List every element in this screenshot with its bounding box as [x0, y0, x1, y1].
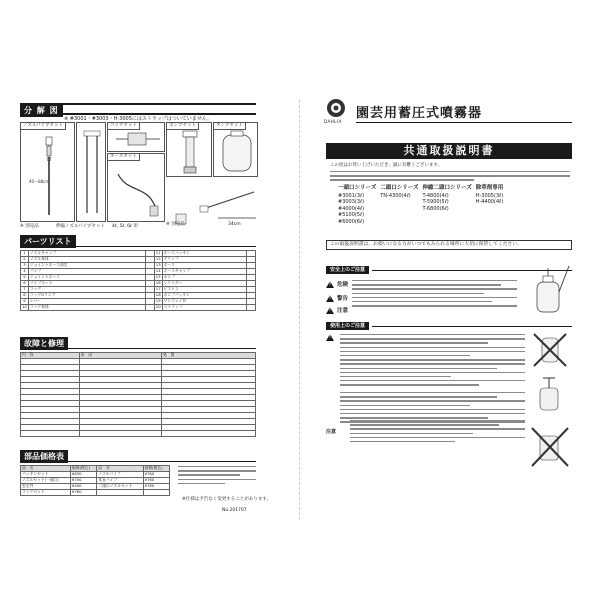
series-name: 伸縮二頭口シリーズ — [422, 185, 472, 191]
price-value: ¥760 — [143, 478, 169, 484]
dahlia-flower-icon — [326, 98, 346, 118]
part-name: ワンウェイ弁 — [162, 299, 247, 305]
warning-label: 警告 — [337, 296, 349, 302]
price-value — [143, 490, 169, 496]
separate-nozzle-area — [166, 180, 258, 240]
price-item — [97, 490, 143, 496]
part-name: グリップ — [162, 257, 247, 263]
caution-row — [326, 306, 348, 314]
trouble-cell — [79, 431, 161, 437]
trouble-table — [20, 352, 256, 437]
strap-note: ※ #3001・#3003・H-3005にはストラップはついていません。 — [64, 116, 213, 122]
nozzle-pipe-drawing — [21, 123, 76, 223]
pump-set-label: ポンプセット — [166, 122, 199, 130]
usage-text-1 — [340, 334, 525, 388]
trouble-row — [21, 431, 256, 437]
part-name: ジョイントホース — [28, 275, 145, 281]
price-item: 二頭口ノズルセット — [97, 484, 143, 490]
part-blank — [247, 305, 256, 311]
nozzle-pipe-set-label: ノズルパイプセット — [20, 122, 66, 130]
separate-nozzle-drawing — [166, 180, 258, 240]
pump-use-illustration — [528, 376, 572, 416]
sprayer-illustration — [525, 262, 572, 320]
series-table — [338, 185, 507, 225]
exploded-view-heading — [20, 103, 256, 115]
document-number: No.201707 — [222, 508, 247, 513]
price-title: 部品価格表 — [20, 450, 68, 463]
hose-set-drawing — [108, 154, 166, 223]
parts-table — [20, 250, 256, 311]
model-name — [476, 219, 508, 226]
part-number: 6 — [21, 281, 29, 287]
danger-label: 危険 — [337, 282, 349, 288]
series-header-row — [338, 185, 507, 193]
part-number: 16 — [155, 280, 161, 286]
dahlia-logo — [326, 98, 346, 118]
brand-name: DAHLIA — [324, 119, 342, 124]
part-name: ポンプパッキン — [162, 293, 247, 299]
exploded-view-title: 分 解 図 — [20, 104, 63, 117]
pump-set-frame — [166, 122, 212, 177]
usage-caution-2 — [326, 418, 336, 437]
main-heading: 共通取扱説明書 — [326, 143, 572, 159]
pump-set-drawing — [167, 123, 213, 178]
part-name: ノズルキャップ — [28, 251, 145, 257]
warning-row — [326, 294, 348, 302]
price-item: パッキンセット — [21, 472, 71, 478]
prohibited-liquid-icon — [528, 422, 572, 472]
trouble-cell — [21, 431, 80, 437]
model-name: H-4400(4ℓ) — [475, 199, 504, 205]
title-underline — [356, 122, 572, 123]
price-item: 安全弁 — [21, 484, 71, 490]
part-number: 8 — [21, 293, 29, 299]
model-name: T-5900(5ℓ) — [422, 199, 449, 205]
model-name: #5100(5ℓ) — [338, 212, 365, 218]
part-name: シリンダー — [162, 281, 247, 287]
page-fold-line — [299, 100, 300, 520]
hose-set-frame — [107, 153, 165, 222]
price-value: ¥450 — [70, 484, 96, 490]
price-header-cost-2: 価格(税込) — [143, 466, 169, 472]
part-number: 17 — [155, 286, 161, 292]
sold-separately-note-1: ※ 別売品 — [20, 224, 39, 229]
trouble-header-cause: 原 因 — [79, 353, 161, 359]
price-row — [21, 490, 170, 496]
extension-nozzle-label: 伸縮ノズルパイプセット — [56, 224, 105, 229]
usage-caution-icon — [326, 334, 334, 341]
part-number: 5 — [21, 275, 29, 281]
usage-caution-2-label: 注意 — [326, 429, 337, 435]
nozzle-pipe-set-frame — [20, 122, 75, 222]
price-header-item-1: 品 名 — [21, 466, 71, 472]
trouble-header-action: 処 置 — [162, 353, 256, 359]
series-name: 二頭口シリーズ — [380, 185, 419, 191]
model-name: H-3005(3ℓ) — [475, 192, 504, 199]
part-number: 4 — [21, 269, 29, 275]
spec-change-note: ※仕様は予告なく変更することがあります。 — [182, 497, 271, 502]
extension-nozzle-drawing — [77, 123, 107, 223]
part-name: ホースキャップ — [162, 269, 247, 275]
part-name: コック本体 — [28, 305, 145, 311]
part-name: パイプホース — [28, 281, 145, 287]
usage-heading-line — [372, 326, 572, 327]
danger-warning-icon — [326, 281, 334, 288]
part-number: 1 — [21, 251, 29, 257]
model-name: T-6800(6ℓ) — [422, 205, 449, 212]
price-item: ノズルパイプ — [97, 472, 143, 478]
part-blank — [146, 305, 155, 311]
price-item: ノズルセット(一頭口) — [21, 478, 71, 484]
prohibited-heat-icon — [528, 330, 572, 370]
pump-handle-icon — [528, 376, 572, 416]
extension-sizes: 4ℓ, 5ℓ, 6ℓ 用 — [112, 224, 138, 229]
part-number: 2 — [21, 257, 29, 263]
price-header-item-2: 品 名 — [97, 466, 143, 472]
part-name: ポンプ — [162, 275, 247, 281]
price-value: ¥630 — [70, 472, 96, 478]
price-side-notes — [178, 466, 256, 487]
usage-text-3 — [350, 420, 525, 445]
series-name: 除草剤専用 — [475, 185, 504, 191]
price-item: コックセット — [21, 490, 71, 496]
cock-set-frame — [107, 122, 165, 152]
price-table — [20, 465, 170, 496]
model-name: T-4800(4ℓ) — [422, 192, 449, 199]
part-number: 19 — [155, 298, 161, 304]
no-kerosene-illustration — [528, 422, 572, 472]
danger-row — [326, 280, 348, 288]
trouble-header-content: 内 容 — [21, 353, 80, 359]
model-name: #3003(3ℓ) — [338, 199, 365, 205]
model-name — [380, 219, 422, 226]
part-number: 3 — [21, 263, 29, 269]
price-value: ¥760 — [70, 490, 96, 496]
intro-line: この度はお買い上げいただき、誠に有難うございます。 — [330, 163, 442, 168]
parts-row — [21, 305, 256, 311]
part-number: 15 — [155, 274, 161, 280]
usage-heading: 使用上のご注意 — [326, 322, 369, 330]
part-name: パイプ — [28, 269, 145, 275]
keep-manual-notice: この取扱説明書は、お使いになる方がいつでもみられる場所に大切に保管してください。 — [326, 240, 572, 250]
parts-list-heading — [20, 235, 256, 247]
part-name: コック — [28, 287, 145, 293]
part-number: 7 — [21, 287, 29, 293]
series-name: 一頭口シリーズ — [338, 185, 377, 191]
model-name: #6000(6ℓ) — [338, 218, 365, 225]
caution-label: 注意 — [337, 308, 349, 314]
model-name: #4000(4ℓ) — [338, 205, 365, 212]
intro-paragraph — [330, 171, 570, 184]
part-name: ジョイントホース固定 — [28, 263, 145, 269]
model-name: TN-4300(4ℓ) — [380, 192, 411, 199]
part-name: ストラップ — [162, 305, 247, 311]
hose-set-label: ホースセット — [107, 153, 140, 161]
safety-text — [352, 280, 517, 309]
part-name: ホース — [162, 263, 247, 269]
caution-icon — [326, 307, 334, 314]
usage-caution-row — [326, 334, 334, 341]
price-value: ¥760 — [143, 484, 169, 490]
svg-text:40〜88cm: 40〜88cm — [29, 179, 50, 184]
price-value: ¥760 — [143, 472, 169, 478]
part-name: ピストン — [162, 287, 247, 293]
price-header-cost-1: 価格(税込) — [70, 466, 96, 472]
part-number: 12 — [155, 256, 161, 262]
cock-set-drawing — [108, 123, 166, 153]
price-value: ¥700 — [70, 478, 96, 484]
tank-set-label: タンクセット — [213, 122, 246, 130]
warning-icon — [326, 295, 334, 302]
price-heading — [20, 450, 256, 462]
part-name: ノズル本体 — [28, 257, 145, 263]
document-title: 園芸用蓄圧式噴霧器 — [356, 106, 483, 121]
safety-heading: 安全上のご注意 — [326, 266, 369, 274]
series-model-row — [338, 199, 507, 206]
part-name: レバー — [28, 299, 145, 305]
extension-nozzle-frame — [76, 122, 106, 222]
size-label-34: 34cm — [228, 222, 241, 227]
part-name: コックOリング — [28, 293, 145, 299]
part-number: 13 — [155, 262, 161, 268]
part-number: 9 — [21, 299, 29, 305]
no-heat-illustration — [528, 330, 572, 370]
part-number: 10 — [22, 304, 27, 310]
part-number: 20 — [155, 304, 161, 310]
part-name: ホースパッキン — [162, 251, 247, 257]
tank-set-frame — [213, 122, 258, 177]
part-number: 11 — [155, 250, 161, 256]
sold-separately-note-2: ※ 別売品 — [166, 222, 185, 227]
sprayer-icon — [525, 262, 572, 320]
part-number: 14 — [155, 268, 161, 274]
trouble-title: 故障と修理 — [20, 337, 68, 350]
model-name: #3001(3ℓ) — [338, 192, 365, 199]
trouble-cell — [162, 431, 256, 437]
cock-set-label: コックセット — [107, 122, 140, 130]
price-item: 延長パイプ — [97, 478, 143, 484]
parts-list-title: パーツリスト — [20, 235, 76, 248]
model-name — [422, 219, 475, 226]
series-model-row — [338, 219, 507, 226]
trouble-heading — [20, 337, 256, 349]
part-number: 18 — [155, 292, 161, 298]
tank-set-drawing — [214, 123, 259, 178]
